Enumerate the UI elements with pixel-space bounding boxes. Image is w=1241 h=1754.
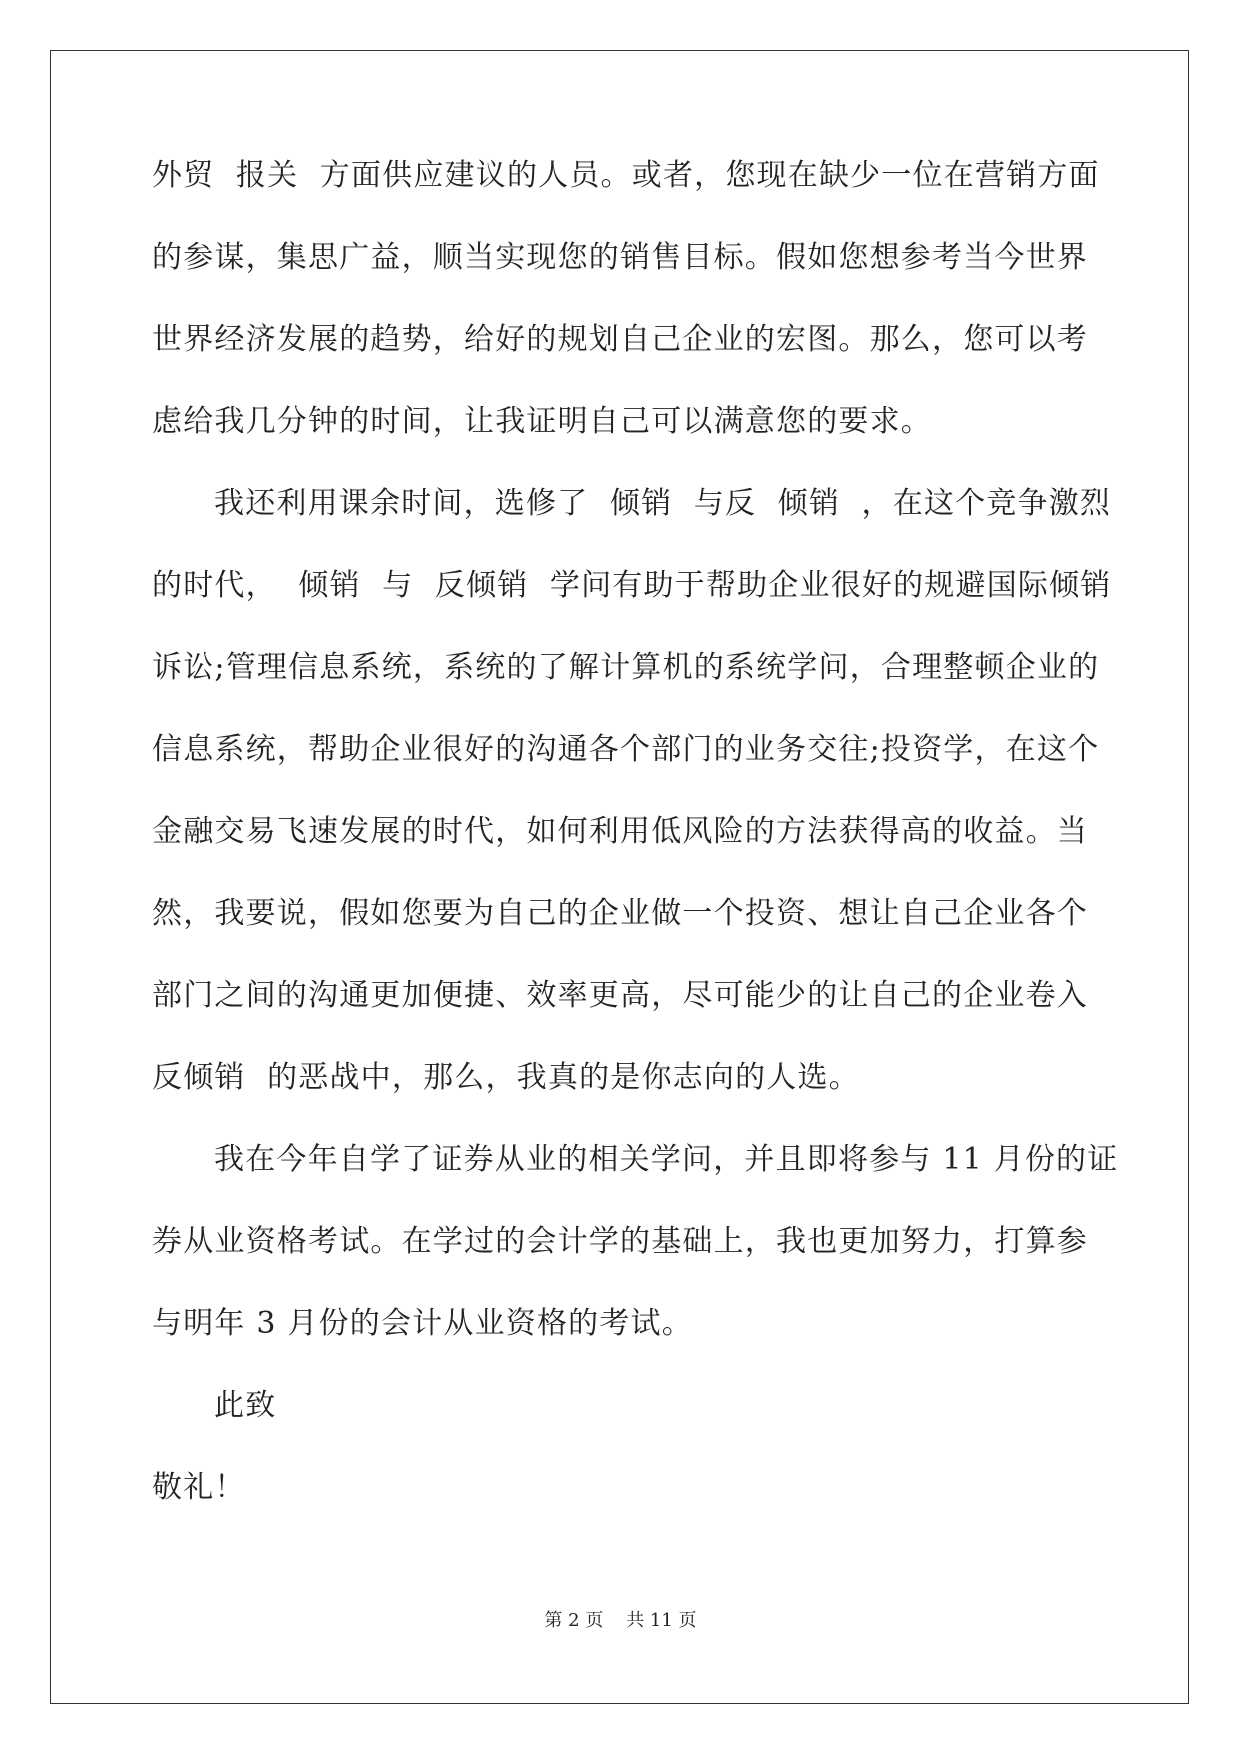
text-line: 然，我要说，假如您要为自己的企业做一个投资、想让自己企业各个: [152, 896, 1088, 931]
document-body: [152, 158, 1119, 1555]
text-line: 信息系统，帮助企业很好的沟通各个部门的业务交往;投资学，在这个: [152, 732, 1100, 767]
text-line: 外贸 报关 方面供应建议的人员。或者，您现在缺少一位在营销方面: [152, 158, 1100, 193]
paragraph-start-line: 我在今年自学了证券从业的相关学问，并且即将参与 11 月份的证: [214, 1142, 1119, 1177]
paragraph-start-line: 我还利用课余时间，选修了 倾销 与反 倾销 ，在这个竞争激烈: [214, 486, 1112, 521]
text-line: 券从业资格考试。在学过的会计学的基础上，我也更加努力，打算参: [152, 1224, 1088, 1259]
text-line: 与明年 3 月份的会计从业资格的考试。: [152, 1306, 693, 1341]
text-line: 虑给我几分钟的时间，让我证明自己可以满意您的要求。: [152, 404, 932, 439]
text-line: 反倾销 的恶战中，那么，我真的是你志向的人选。: [152, 1060, 860, 1095]
text-line: 的时代， 倾销 与 反倾销 学问有助于帮助企业很好的规避国际倾销: [152, 568, 1112, 603]
text-line: 金融交易飞速发展的时代，如何利用低风险的方法获得高的收益。当: [152, 814, 1088, 849]
text-line: 世界经济发展的趋势，给好的规划自己企业的宏图。那么，您可以考: [152, 322, 1088, 357]
closing-salutation: 此致: [214, 1388, 277, 1423]
text-line: 部门之间的沟通更加便捷、效率更高，尽可能少的让自己的企业卷入: [152, 978, 1088, 1013]
closing-regards: 敬礼！: [152, 1470, 246, 1505]
page-number-footer: 第 2 页 共 11 页: [544, 1610, 697, 1631]
text-line: 诉讼;管理信息系统，系统的了解计算机的系统学问，合理整顿企业的: [152, 650, 1100, 685]
text-line: 的参谋，集思广益，顺当实现您的销售目标。假如您想参考当今世界: [152, 240, 1088, 275]
